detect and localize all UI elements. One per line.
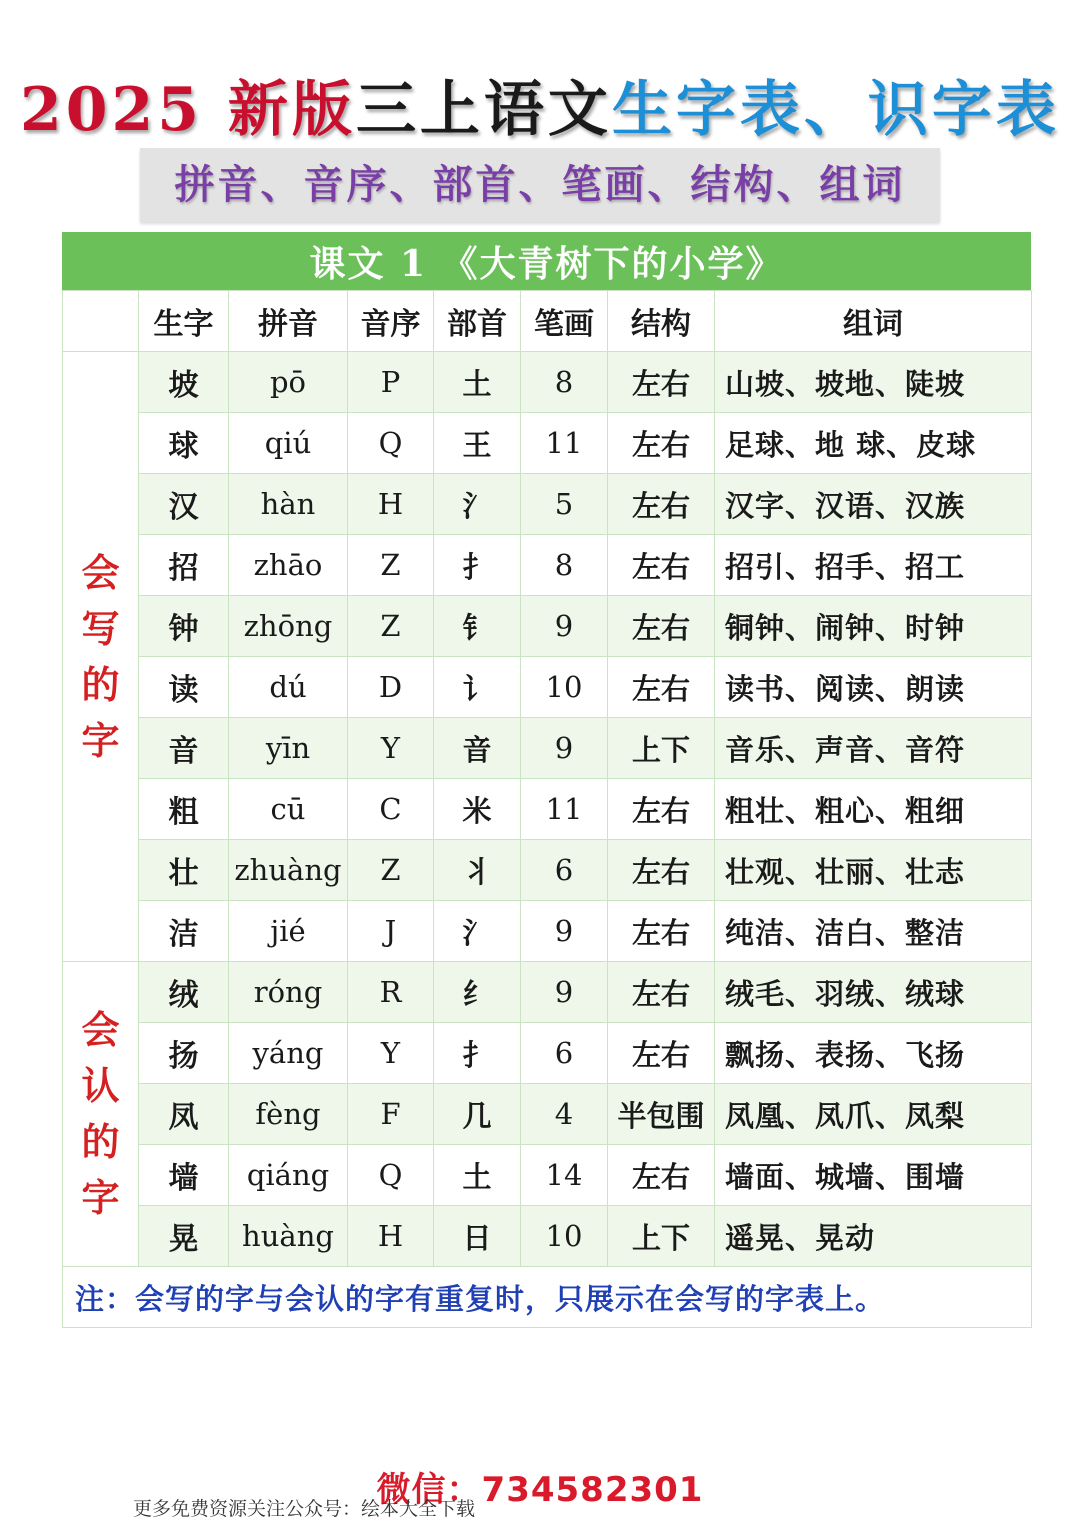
character-table: [62, 290, 1032, 1328]
radical-cell: 扌: [434, 1023, 521, 1084]
table-row: [63, 901, 1032, 962]
header-radical: 部首: [434, 291, 521, 352]
radical-cell: 纟: [434, 962, 521, 1023]
radical-cell: 丬: [434, 840, 521, 901]
initial-cell: Z: [348, 535, 434, 596]
pinyin-cell: dú: [229, 657, 348, 718]
initial-cell: J: [348, 901, 434, 962]
radical-cell: 土: [434, 1145, 521, 1206]
pinyin-cell: róng: [229, 962, 348, 1023]
table-row: [63, 413, 1032, 474]
words-cell: 音乐、声音、音符: [715, 718, 1032, 779]
character-cell: 坡: [139, 352, 229, 413]
group-label-recognize: 会 认 的 字: [63, 962, 139, 1267]
initial-cell: Y: [348, 718, 434, 779]
character-cell: 钟: [139, 596, 229, 657]
words-cell: 绒毛、羽绒、绒球: [715, 962, 1032, 1023]
note-row: [63, 1267, 1032, 1328]
character-cell: 晃: [139, 1206, 229, 1267]
strokes-cell: 8: [521, 535, 608, 596]
table-row: [63, 657, 1032, 718]
character-cell: 洁: [139, 901, 229, 962]
words-cell: 纯洁、洁白、整洁: [715, 901, 1032, 962]
title-grade-part: 三上语文: [355, 75, 612, 145]
table-row: [63, 474, 1032, 535]
structure-cell: 左右: [608, 657, 715, 718]
note-text: 注：会写的字与会认的字有重复时，只展示在会写的字表上。: [63, 1267, 1032, 1328]
structure-cell: 左右: [608, 474, 715, 535]
strokes-cell: 9: [521, 596, 608, 657]
table-row: [63, 1145, 1032, 1206]
pinyin-cell: yīn: [229, 718, 348, 779]
initial-cell: H: [348, 474, 434, 535]
strokes-cell: 11: [521, 413, 608, 474]
initial-cell: Q: [348, 1145, 434, 1206]
structure-cell: 左右: [608, 962, 715, 1023]
structure-cell: 左右: [608, 840, 715, 901]
initial-cell: Z: [348, 596, 434, 657]
pinyin-cell: fèng: [229, 1084, 348, 1145]
header-character: 生字: [139, 291, 229, 352]
radical-cell: 扌: [434, 535, 521, 596]
initial-cell: Z: [348, 840, 434, 901]
strokes-cell: 10: [521, 1206, 608, 1267]
pinyin-cell: hàn: [229, 474, 348, 535]
pinyin-cell: zhuàng: [229, 840, 348, 901]
structure-cell: 左右: [608, 596, 715, 657]
strokes-cell: 10: [521, 657, 608, 718]
table-row: [63, 840, 1032, 901]
pinyin-cell: yáng: [229, 1023, 348, 1084]
pinyin-cell: qiú: [229, 413, 348, 474]
pinyin-cell: cū: [229, 779, 348, 840]
footer-text: 更多免费资源关注公众号：绘本大全下载: [133, 1498, 476, 1520]
character-cell: 绒: [139, 962, 229, 1023]
structure-cell: 左右: [608, 1023, 715, 1084]
wechat-contact: 微信：734582301: [376, 1470, 704, 1510]
character-cell: 壮: [139, 840, 229, 901]
header-initial: 音序: [348, 291, 434, 352]
table-header-row: [63, 291, 1032, 352]
table-row: [63, 1084, 1032, 1145]
initial-cell: F: [348, 1084, 434, 1145]
initial-cell: C: [348, 779, 434, 840]
character-cell: 招: [139, 535, 229, 596]
pinyin-cell: qiáng: [229, 1145, 348, 1206]
structure-cell: 左右: [608, 352, 715, 413]
pinyin-cell: zhāo: [229, 535, 348, 596]
table-row: [63, 596, 1032, 657]
words-cell: 山坡、坡地、陡坡: [715, 352, 1032, 413]
structure-cell: 半包围: [608, 1084, 715, 1145]
character-cell: 凤: [139, 1084, 229, 1145]
strokes-cell: 11: [521, 779, 608, 840]
radical-cell: 氵: [434, 474, 521, 535]
pinyin-cell: jié: [229, 901, 348, 962]
strokes-cell: 9: [521, 718, 608, 779]
strokes-cell: 5: [521, 474, 608, 535]
structure-cell: 左右: [608, 1145, 715, 1206]
structure-cell: 左右: [608, 413, 715, 474]
lesson-title-bar: [62, 232, 1031, 290]
initial-cell: H: [348, 1206, 434, 1267]
table-row: [63, 962, 1032, 1023]
structure-cell: 左右: [608, 779, 715, 840]
strokes-cell: 14: [521, 1145, 608, 1206]
structure-cell: 左右: [608, 901, 715, 962]
subtitle: 拼音、音序、部首、笔画、结构、组词: [174, 161, 906, 208]
words-cell: 遥晃、晃动: [715, 1206, 1032, 1267]
pinyin-cell: huàng: [229, 1206, 348, 1267]
character-cell: 墙: [139, 1145, 229, 1206]
initial-cell: Y: [348, 1023, 434, 1084]
table-row: [63, 535, 1032, 596]
radical-cell: 米: [434, 779, 521, 840]
structure-cell: 左右: [608, 535, 715, 596]
initial-cell: D: [348, 657, 434, 718]
character-cell: 扬: [139, 1023, 229, 1084]
radical-cell: 钅: [434, 596, 521, 657]
words-cell: 壮观、壮丽、壮志: [715, 840, 1032, 901]
table-row: [63, 779, 1032, 840]
strokes-cell: 4: [521, 1084, 608, 1145]
radical-cell: 日: [434, 1206, 521, 1267]
words-cell: 读书、阅读、朗读: [715, 657, 1032, 718]
radical-cell: 王: [434, 413, 521, 474]
header-words: 组词: [715, 291, 1032, 352]
words-cell: 铜钟、闹钟、时钟: [715, 596, 1032, 657]
title-year-part: 2025 新版: [20, 75, 356, 145]
radical-cell: 土: [434, 352, 521, 413]
radical-cell: 音: [434, 718, 521, 779]
group-label-write: 会 写 的 字: [63, 352, 139, 962]
initial-cell: Q: [348, 413, 434, 474]
header-group: [63, 291, 139, 352]
initial-cell: P: [348, 352, 434, 413]
character-cell: 球: [139, 413, 229, 474]
header-pinyin: 拼音: [229, 291, 348, 352]
words-cell: 招引、招手、招工: [715, 535, 1032, 596]
strokes-cell: 9: [521, 962, 608, 1023]
strokes-cell: 6: [521, 1023, 608, 1084]
structure-cell: 上下: [608, 1206, 715, 1267]
table-row: [63, 1023, 1032, 1084]
words-cell: 飘扬、表扬、飞扬: [715, 1023, 1032, 1084]
header-structure: 结构: [608, 291, 715, 352]
words-cell: 足球、地 球、皮球: [715, 413, 1032, 474]
table-body: [63, 352, 1032, 1267]
initial-cell: R: [348, 962, 434, 1023]
table-row: [63, 352, 1032, 413]
page-title: [0, 70, 1080, 150]
strokes-cell: 9: [521, 901, 608, 962]
character-cell: 粗: [139, 779, 229, 840]
pinyin-cell: pō: [229, 352, 348, 413]
words-cell: 汉字、汉语、汉族: [715, 474, 1032, 535]
table-row: [63, 718, 1032, 779]
words-cell: 墙面、城墙、围墙: [715, 1145, 1032, 1206]
words-cell: 凤凰、凤爪、凤梨: [715, 1084, 1032, 1145]
character-cell: 音: [139, 718, 229, 779]
radical-cell: 讠: [434, 657, 521, 718]
table-row: [63, 1206, 1032, 1267]
title-table-part: 生字表、识字表: [611, 75, 1060, 145]
words-cell: 粗壮、粗心、粗细: [715, 779, 1032, 840]
character-cell: 汉: [139, 474, 229, 535]
radical-cell: 几: [434, 1084, 521, 1145]
lesson-title: 课文 1 《大青树下的小学》: [309, 242, 784, 285]
radical-cell: 氵: [434, 901, 521, 962]
strokes-cell: 6: [521, 840, 608, 901]
strokes-cell: 8: [521, 352, 608, 413]
structure-cell: 上下: [608, 718, 715, 779]
pinyin-cell: zhōng: [229, 596, 348, 657]
header-strokes: 笔画: [521, 291, 608, 352]
character-cell: 读: [139, 657, 229, 718]
